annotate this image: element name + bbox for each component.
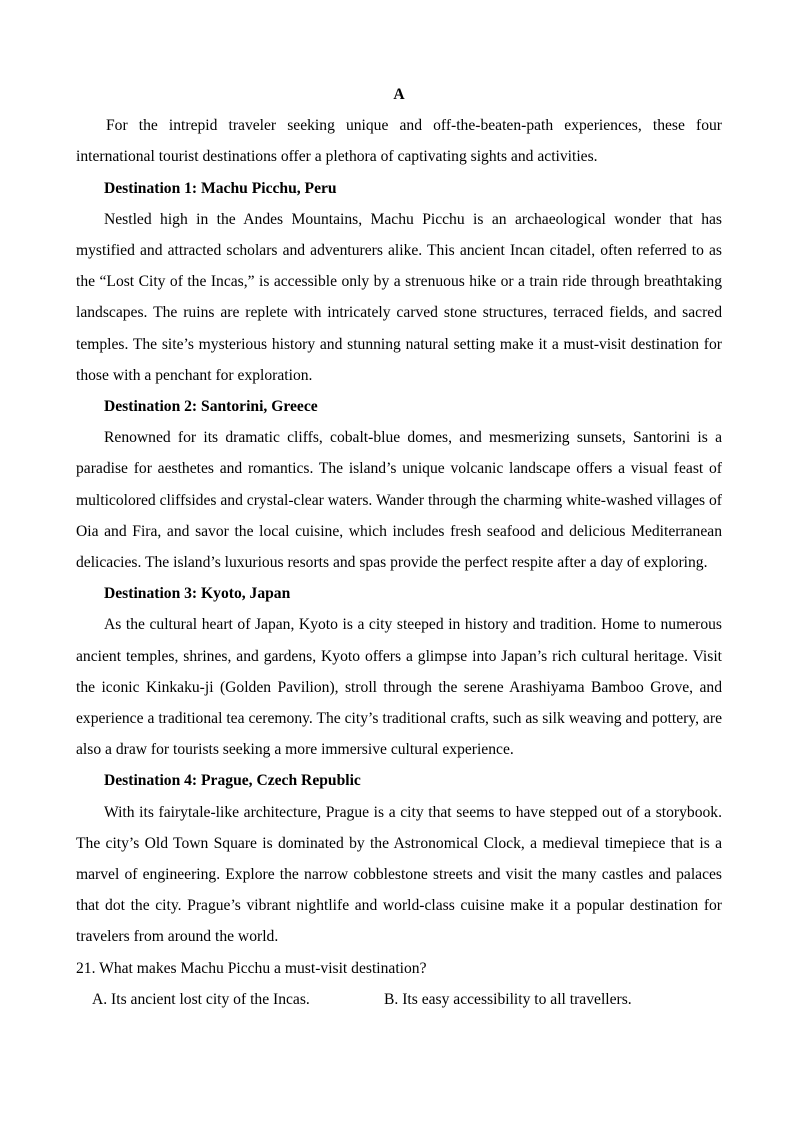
option-a: A. Its ancient lost city of the Incas.	[92, 990, 310, 1008]
destination-1-heading: Destination 1: Machu Picchu, Peru	[104, 179, 337, 197]
destination-4-body: With its fairytale-like architecture, Prague is a city that seems to have stepped out of a storybook. The city’s Old Town Square is dominated by the Astronomical Clock, a medieval timepiece that is a marvel of engineering. Explore the narrow cobblestone streets and visit the many castles and palaces that dot the city. Prague’s vibrant nightlife and world-class cuisine make it a popular destination for travelers from around the world.	[76, 803, 722, 946]
answer-options	[76, 984, 722, 1015]
section-title: A	[393, 86, 405, 103]
question-21: 21. What makes Machu Picchu a must-visit destination?	[76, 959, 427, 977]
destination-3-body: As the cultural heart of Japan, Kyoto is a city steeped in history and tradition. Home to numerous ancient temples, shrines, and gardens, Kyoto offers a glimpse into Japan’s rich cultural heritage. Visit the iconic Kinkaku-ji (Golden Pavilion), stroll through the serene Arashiyama Bamboo Grove, and experience a traditional tea ceremony. The city’s traditional crafts, such as silk weaving and pottery, are also a draw for tourists seeking a more immersive cultural experience.	[76, 616, 722, 759]
destination-3-heading: Destination 3: Kyoto, Japan	[104, 585, 291, 603]
destination-2-heading: Destination 2: Santorini, Greece	[104, 398, 318, 416]
option-b: B. Its easy accessibility to all travellers.	[384, 990, 632, 1008]
destination-2-body: Renowned for its dramatic cliffs, cobalt-blue domes, and mesmerizing sunsets, Santorini is a paradise for aesthetes and romantics. The island’s unique volcanic landscape offers a visual feast of multicolored cliffsides and crystal-clear waters. Wander through the charming white-washed villages of Oia and Fira, and savor the local cuisine, which includes fresh seafood and delicious Mediterranean delicacies. The island’s luxurious resorts and spas provide the perfect respite after a day of exploring.	[76, 429, 722, 572]
destination-1-body: Nestled high in the Andes Mountains, Machu Picchu is an archaeological wonder that has mystified and attracted scholars and adventurers alike. This ancient Incan citadel, often referred to as the “Lost City of the Incas,” is accessible only by a strenuous hike or a train ride through breathtaking landscapes. The ruins are replete with intricately carved stone structures, terraced fields, and sacred temples. The site’s mysterious history and stunning natural setting make it a must-visit destination for those with a penchant for exploration.	[76, 210, 722, 384]
document-page	[76, 79, 722, 1015]
destination-4-heading: Destination 4: Prague, Czech Republic	[104, 772, 361, 790]
intro-paragraph: For the intrepid traveler seeking unique and off-the-beaten-path experiences, these four international tourist destinations offer a plethora of captivating sights and activities.	[76, 117, 722, 166]
